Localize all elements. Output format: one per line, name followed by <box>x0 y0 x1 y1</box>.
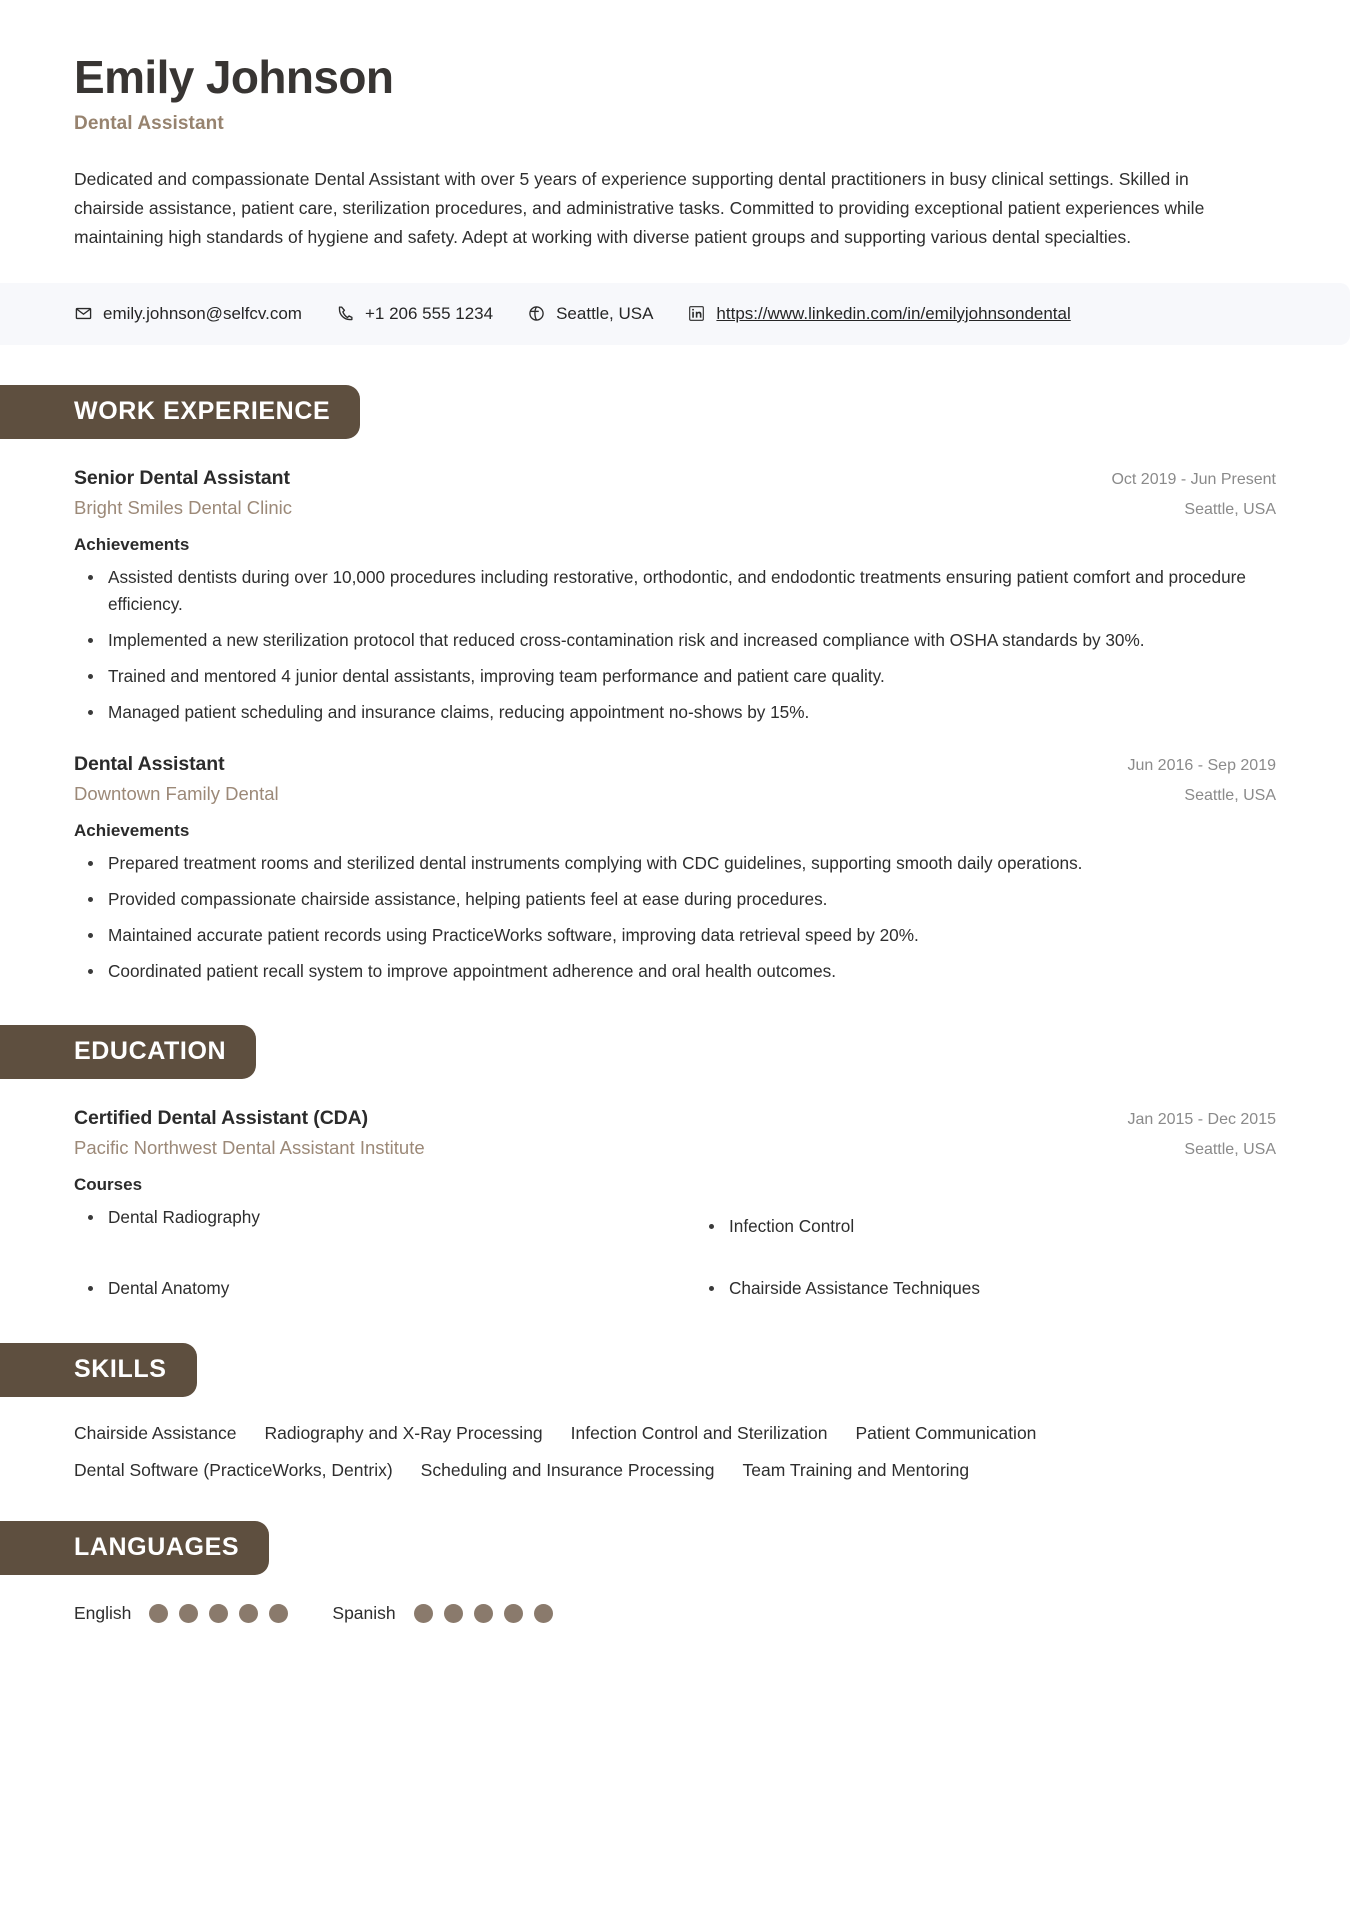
skill-item: Scheduling and Insurance Processing <box>420 1459 715 1480</box>
level-dot <box>269 1604 288 1623</box>
contact-location[interactable] <box>527 304 653 324</box>
section-education <box>0 1025 1350 1302</box>
skill-item: Patient Communication <box>855 1422 1037 1443</box>
level-dot <box>149 1604 168 1623</box>
contact-linkedin[interactable] <box>687 304 1070 324</box>
contact-phone[interactable] <box>336 304 493 324</box>
list-item: Assisted dentists during over 10,000 procedures including restorative, orthodontic, and endodontic treatments ensuring patient comfort and procedure efficiency. <box>74 564 1276 618</box>
skills-list <box>74 1423 1194 1481</box>
skill-item: Infection Control and Sterilization <box>570 1422 828 1443</box>
level-dot <box>504 1604 523 1623</box>
list-item: Chairside Assistance Techniques <box>695 1275 1276 1302</box>
contact-bar <box>0 283 1350 345</box>
linkedin-icon <box>687 304 706 323</box>
list-item: Coordinated patient recall system to improve appointment adherence and oral health outcomes. <box>74 958 1276 985</box>
work-entry-organization: Downtown Family Dental <box>74 782 279 804</box>
level-dot <box>474 1604 493 1623</box>
work-entry-title-row <box>74 467 1276 490</box>
languages-list <box>74 1603 1276 1624</box>
list-item: Maintained accurate patient records using PracticeWorks software, improving data retrieval speed by 20%. <box>74 922 1276 949</box>
section-heading-languages: LANGUAGES <box>0 1521 269 1575</box>
contact-email-text: emily.johnson@selfcv.com <box>103 303 302 323</box>
candidate-job-title: Dental Assistant <box>74 112 224 134</box>
contact-location-text: Seattle, USA <box>556 303 654 323</box>
education-entry-title: Certified Dental Assistant (CDA) <box>74 1107 369 1130</box>
list-item: Trained and mentored 4 junior dental assistants, improving team performance and patient care quality. <box>74 663 1276 690</box>
education-entry-title-row <box>74 1107 1276 1130</box>
list-item: Dental Anatomy <box>74 1275 655 1302</box>
work-entry-location: Seattle, USA <box>1184 786 1276 804</box>
education-courses-list <box>74 1204 1276 1302</box>
level-dot <box>239 1604 258 1623</box>
education-entry-organization: Pacific Northwest Dental Assistant Institute <box>74 1137 425 1159</box>
section-work-experience <box>0 385 1350 986</box>
work-entry-organization: Bright Smiles Dental Clinic <box>74 496 292 518</box>
skill-item: Radiography and X-Ray Processing <box>264 1422 543 1443</box>
language-level-dots <box>149 1604 288 1623</box>
language-name: English <box>74 1602 132 1623</box>
list-item: Infection Control <box>695 1213 1276 1240</box>
language-item <box>332 1603 552 1624</box>
language-item <box>74 1603 288 1624</box>
work-entry-achievements-label: Achievements <box>74 820 190 840</box>
work-entry-title: Senior Dental Assistant <box>74 466 290 489</box>
skill-item: Team Training and Mentoring <box>742 1459 970 1480</box>
language-level-dots <box>414 1604 553 1623</box>
work-entry-bullets <box>74 564 1276 727</box>
section-heading-skills: SKILLS <box>0 1343 197 1397</box>
bottom-spacer <box>0 1624 1350 1684</box>
section-heading-education: EDUCATION <box>0 1025 256 1079</box>
work-entry-location: Seattle, USA <box>1184 500 1276 518</box>
level-dot <box>534 1604 553 1623</box>
skills-body <box>0 1423 1350 1481</box>
education-entries <box>0 1107 1350 1302</box>
list-item: Implemented a new sterilization protocol that reduced cross-contamination risk and increased compliance with OSHA standards by 30%. <box>74 627 1276 654</box>
education-entry-dates: Jan 2015 - Dec 2015 <box>1127 1111 1276 1129</box>
work-entry <box>74 753 1276 986</box>
work-entry-title-row <box>74 753 1276 776</box>
work-entry-achievements-label: Achievements <box>74 534 190 554</box>
education-entry-org-row <box>74 1130 1276 1159</box>
candidate-name: Emily Johnson <box>74 51 394 103</box>
section-heading-work: WORK EXPERIENCE <box>0 385 360 439</box>
section-languages <box>0 1521 1350 1624</box>
contact-email[interactable] <box>74 304 302 324</box>
list-item: Dental Radiography <box>74 1204 655 1240</box>
professional-summary: Dedicated and compassionate Dental Assistant with over 5 years of experience supporting dental practitioners in busy clinical settings. Skilled in chairside assistance, patient care, sterilization procedures, and administrative tasks. Committed to providing exceptional patient experiences while maintaining high standards of hygiene and safety. Adept at working with diverse patient groups and supporting various dental specialties. <box>74 168 1205 248</box>
work-entry-dates: Jun 2016 - Sep 2019 <box>1127 756 1276 774</box>
section-skills <box>0 1343 1350 1481</box>
envelope-icon <box>74 304 93 323</box>
work-entry-dates: Oct 2019 - Jun Present <box>1111 470 1276 488</box>
level-dot <box>179 1604 198 1623</box>
language-name: Spanish <box>332 1602 396 1623</box>
contact-phone-text: +1 206 555 1234 <box>364 303 494 323</box>
work-entry-bullets <box>74 850 1276 986</box>
work-entry-org-row <box>74 776 1276 805</box>
languages-body <box>0 1603 1350 1624</box>
resume-header <box>0 0 1350 253</box>
globe-icon <box>527 304 546 323</box>
education-entry-location: Seattle, USA <box>1184 1141 1276 1159</box>
education-entry <box>74 1107 1276 1302</box>
work-entries <box>0 467 1350 986</box>
list-item: Managed patient scheduling and insurance claims, reducing appointment no-shows by 15%. <box>74 699 1276 726</box>
list-item: Provided compassionate chairside assistance, helping patients feel at ease during procedures. <box>74 886 1276 913</box>
skill-item: Chairside Assistance <box>74 1422 237 1443</box>
list-item: Prepared treatment rooms and sterilized dental instruments complying with CDC guidelines, supporting smooth daily operations. <box>74 850 1276 877</box>
work-entry <box>74 467 1276 727</box>
work-entry-title: Dental Assistant <box>74 752 225 775</box>
level-dot <box>414 1604 433 1623</box>
education-courses-label: Courses <box>74 1175 143 1195</box>
level-dot <box>209 1604 228 1623</box>
contact-linkedin-text[interactable]: https://www.linkedin.com/in/emilyjohnsondental <box>716 303 1071 323</box>
skill-item: Dental Software (PracticeWorks, Dentrix) <box>74 1459 393 1480</box>
work-entry-org-row <box>74 490 1276 519</box>
level-dot <box>444 1604 463 1623</box>
phone-icon <box>336 304 355 323</box>
